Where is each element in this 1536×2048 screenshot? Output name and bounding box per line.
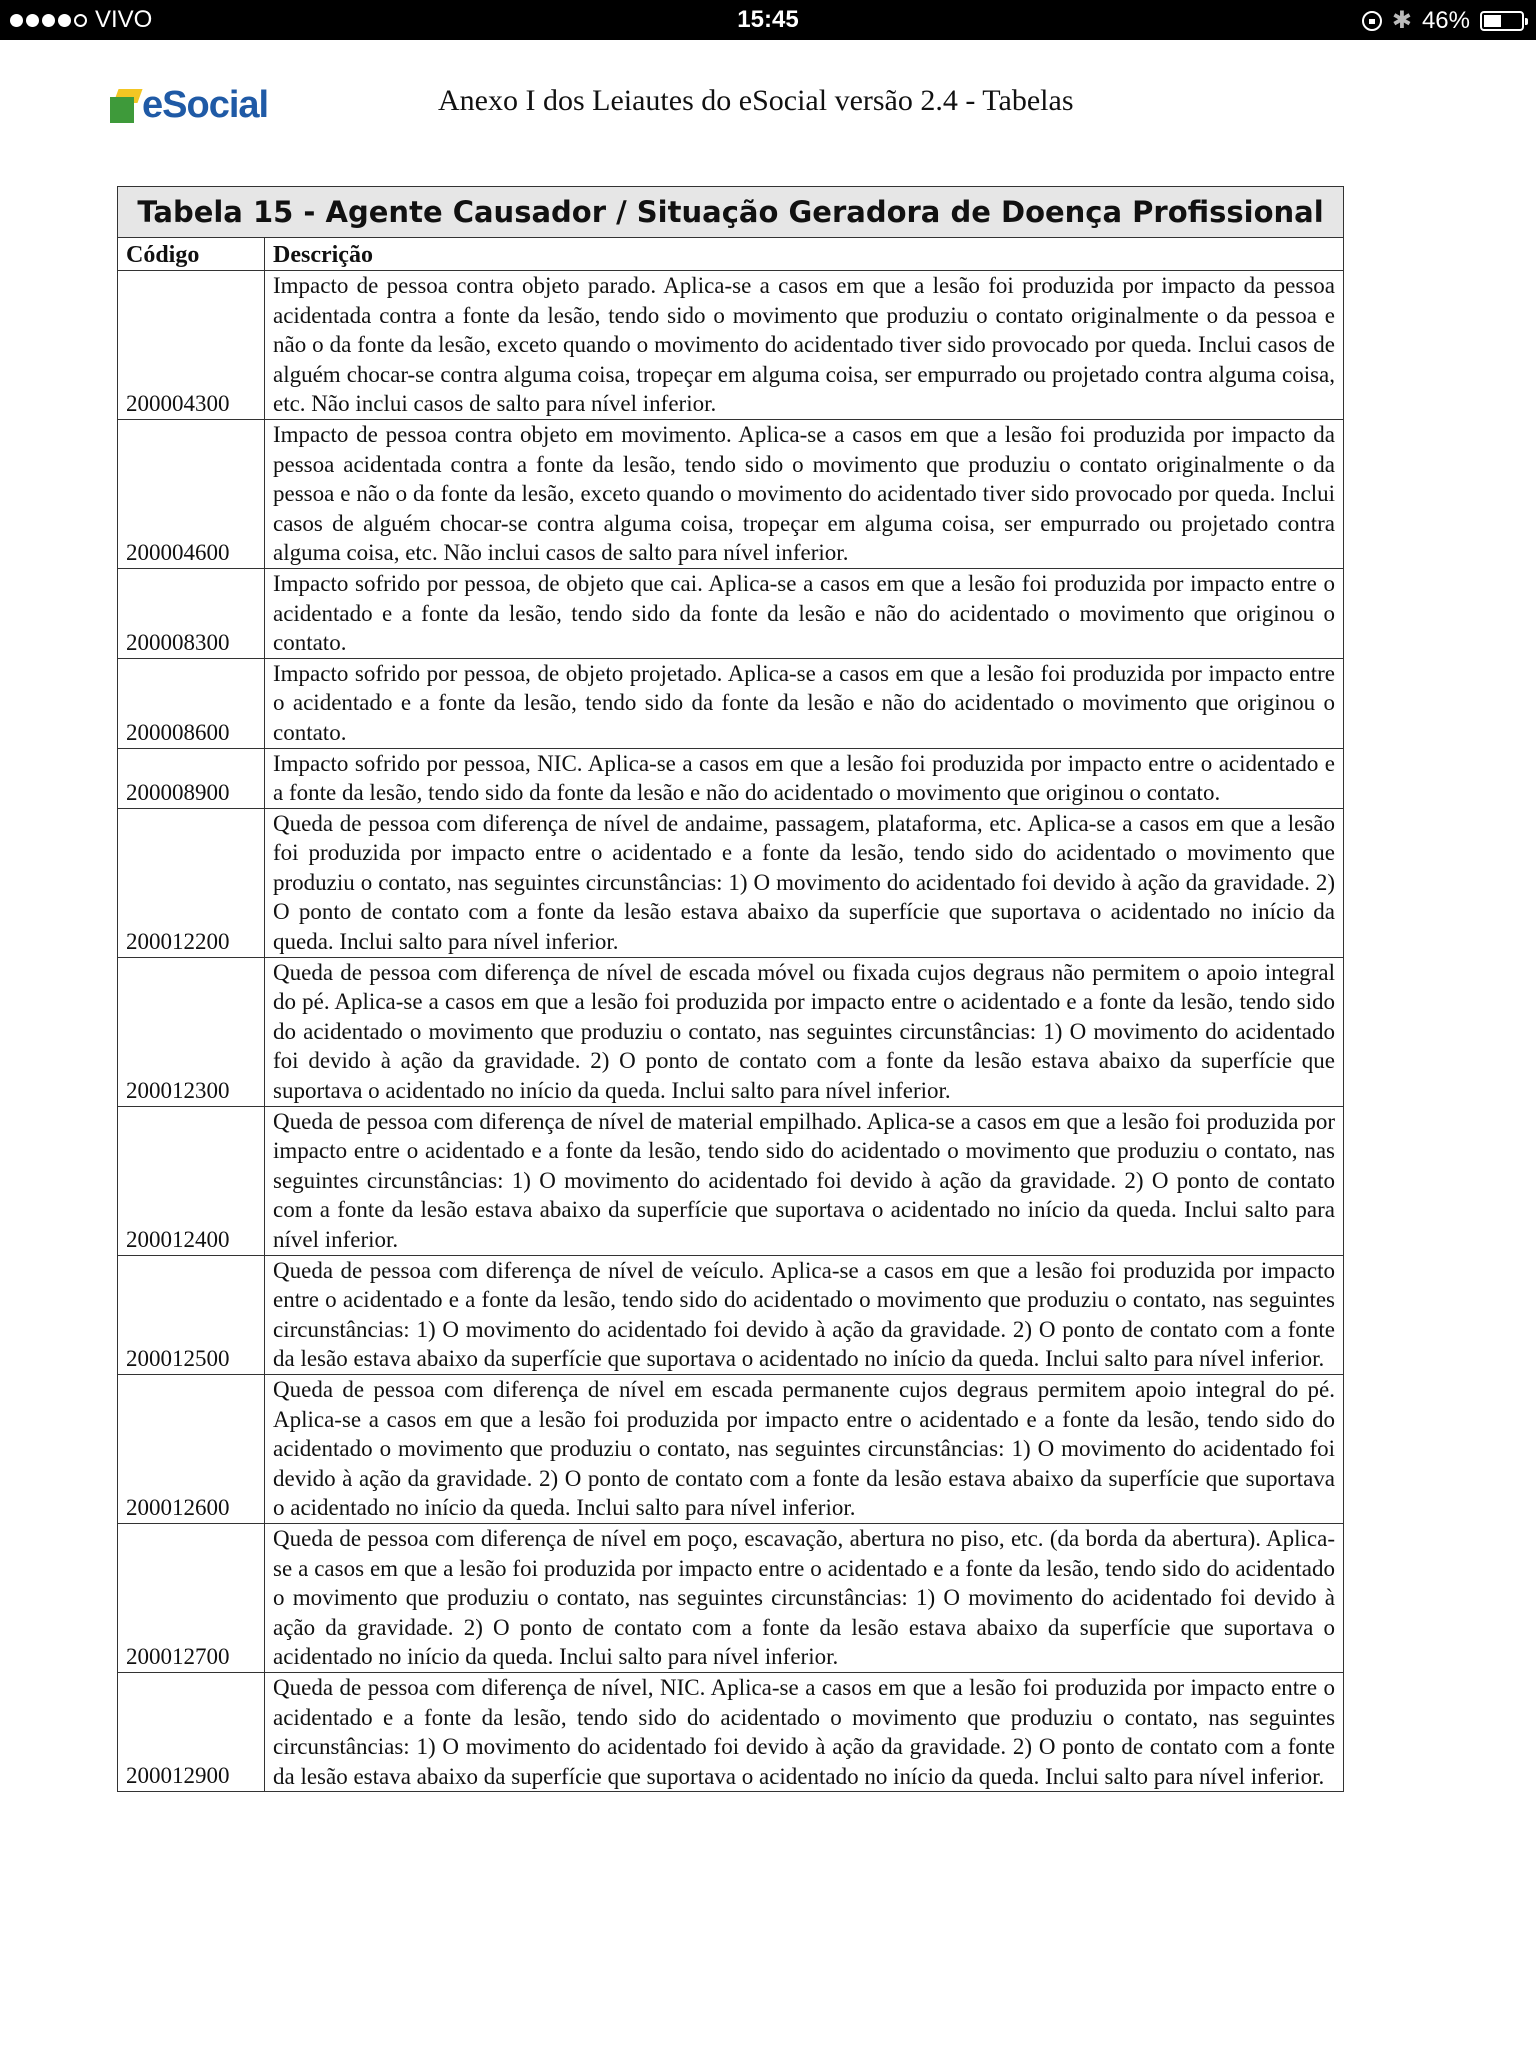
battery-percent: 46% — [1421, 6, 1470, 34]
carrier-label: VIVO — [95, 6, 153, 33]
table-row — [118, 1255, 1344, 1374]
table-row — [118, 1523, 1344, 1672]
description-cell: Queda de pessoa com diferença de nível, NIC. Aplica-se a casos em que a lesão foi produzida por impacto entre o acidentado e a fonte da lesão, tendo sido do acidentado o movimento que produziu o contato, nas seguintes circunstâncias: 1) O movimento do acidentado foi devido à ação da gravidade. 2) O ponto de contato com a fonte da lesão estava abaixo da superfície que suportava o acidentado no início da queda. Inclui salto para nível inferior. — [265, 1672, 1344, 1791]
rotation-lock-icon — [1362, 11, 1382, 31]
code-cell: 200012600 — [118, 1374, 265, 1523]
code-cell: 200004300 — [118, 271, 265, 420]
description-cell: Impacto sofrido por pessoa, de objeto projetado. Aplica-se a casos em que a lesão foi produzida por impacto entre o acidentado e a fonte da lesão, tendo sido da fonte da lesão e não do acidentado o movimento que originou o contato. — [265, 658, 1344, 748]
table-row — [118, 419, 1344, 568]
document-title: Anexo I dos Leiautes do eSocial versão 2.4 - Tabelas — [438, 84, 1074, 117]
code-cell: 200012300 — [118, 957, 265, 1106]
description-cell: Queda de pessoa com diferença de nível em escada permanente cujos degraus permitem apoio integral do pé. Aplica-se a casos em que a lesão foi produzida por impacto entre o acidentado e a fonte da lesão, tendo sido do acidentado o movimento que produziu o contato, nas seguintes circunstâncias: 1) O movimento do acidentado foi devido à ação da gravidade. 2) O ponto de contato com a fonte da lesão estava abaixo da superfície que suportava o acidentado no início da queda. Inclui salto para nível inferior. — [265, 1374, 1344, 1523]
description-cell: Queda de pessoa com diferença de nível de escada móvel ou fixada cujos degraus não permitem o apoio integral do pé. Aplica-se a casos em que a lesão foi produzida por impacto entre o acidentado e a fonte da lesão, tendo sido do acidentado o movimento que produziu o contato, nas seguintes circunstâncias: 1) O movimento do acidentado foi devido à ação da gravidade. 2) O ponto de contato com a fonte da lesão estava abaixo da superfície que suportava o acidentado no início da queda. Inclui salto para nível inferior. — [265, 957, 1344, 1106]
code-cell: 200012400 — [118, 1106, 265, 1255]
esocial-logo — [110, 84, 268, 127]
description-cell: Queda de pessoa com diferença de nível em poço, escavação, abertura no piso, etc. (da borda da abertura). Aplica-se a casos em que a lesão foi produzida por impacto entre o acidentado e a fonte da lesão, tendo sido do acidentado o movimento que produziu o contato, nas seguintes circunstâncias: 1) O movimento do acidentado foi devido à ação da gravidade. 2) O ponto de contato com a fonte da lesão estava abaixo da superfície que suportava o acidentado no início da queda. Inclui salto para nível inferior. — [265, 1523, 1344, 1672]
code-cell: 200008300 — [118, 568, 265, 658]
description-cell: Impacto de pessoa contra objeto parado. Aplica-se a casos em que a lesão foi produzida por impacto da pessoa acidentada contra a fonte da lesão, tendo sido o movimento que produziu o contato originalmente o da pessoa e não o da fonte da lesão, exceto quando o movimento do acidentado tiver sido provocado por queda. Inclui casos de alguém chocar-se contra alguma coisa, tropeçar em alguma coisa, ser empurrado ou projetado contra alguma coisa, etc. Não inclui casos de salto para nível inferior. — [265, 271, 1344, 420]
column-header-description: Descrição — [265, 238, 1344, 271]
description-cell: Queda de pessoa com diferença de nível de veículo. Aplica-se a casos em que a lesão foi produzida por impacto entre o acidentado e a fonte da lesão, tendo sido do acidentado o movimento que produziu o contato, nas seguintes circunstâncias: 1) O movimento do acidentado foi devido à ação da gravidade. 2) O ponto de contato com a fonte da lesão estava abaixo da superfície que suportava o acidentado no início da queda. Inclui salto para nível inferior. — [265, 1255, 1344, 1374]
bluetooth-icon: ✱ — [1391, 7, 1412, 34]
document-header — [0, 40, 1536, 180]
description-cell: Queda de pessoa com diferença de nível de andaime, passagem, plataforma, etc. Aplica-se a casos em que a lesão foi produzida por impacto entre o acidentado e a fonte da lesão, tendo sido do acidentado o movimento que produziu o contato, nas seguintes circunstâncias: 1) O movimento do acidentado foi devido à ação da gravidade. 2) O ponto de contato com a fonte da lesão estava abaixo da superfície que suportava o acidentado no início da queda. Inclui salto para nível inferior. — [265, 808, 1344, 957]
table-title: Tabela 15 - Agente Causador / Situação Geradora de Doença Profissional — [118, 187, 1344, 238]
table-row — [118, 568, 1344, 658]
table-row — [118, 658, 1344, 748]
code-cell: 200004600 — [118, 419, 265, 568]
esocial-logo-mark-icon — [110, 89, 140, 123]
table-row — [118, 1374, 1344, 1523]
status-indicators — [1362, 6, 1524, 35]
code-cell: 200012500 — [118, 1255, 265, 1374]
agent-table — [117, 186, 1344, 1792]
battery-icon — [1480, 11, 1524, 31]
table-row — [118, 1106, 1344, 1255]
description-cell: Impacto sofrido por pessoa, NIC. Aplica-se a casos em que a lesão foi produzida por impacto entre o acidentado e a fonte da lesão, tendo sido da fonte da lesão e não do acidentado o movimento que originou o contato. — [265, 748, 1344, 808]
description-cell: Impacto de pessoa contra objeto em movimento. Aplica-se a casos em que a lesão foi produzida por impacto da pessoa acidentada contra a fonte da lesão, tendo sido o movimento que produziu o contato originalmente o da pessoa e não o da fonte da lesão, exceto quando o movimento do acidentado tiver sido provocado por queda. Inclui casos de alguém chocar-se contra alguma coisa, tropeçar em alguma coisa, ser empurrado ou projetado contra alguma coisa, etc. Não inclui casos de salto para nível inferior. — [265, 419, 1344, 568]
code-cell: 200012700 — [118, 1523, 265, 1672]
table-row — [118, 271, 1344, 420]
code-cell: 200012200 — [118, 808, 265, 957]
table-container — [117, 186, 1343, 1792]
description-cell: Queda de pessoa com diferença de nível de material empilhado. Aplica-se a casos em que a lesão foi produzida por impacto entre o acidentado e a fonte da lesão, tendo sido do acidentado o movimento que produziu o contato, nas seguintes circunstâncias: 1) O movimento do acidentado foi devido à ação da gravidade. 2) O ponto de contato com a fonte da lesão estava abaixo da superfície que suportava o acidentado no início da queda. Inclui salto para nível inferior. — [265, 1106, 1344, 1255]
description-cell: Impacto sofrido por pessoa, de objeto que cai. Aplica-se a casos em que a lesão foi produzida por impacto entre o acidentado e a fonte da lesão, tendo sido da fonte da lesão e não do acidentado o movimento que originou o contato. — [265, 568, 1344, 658]
table-body — [118, 271, 1344, 1792]
logo-text: eSocial — [142, 84, 269, 126]
table-row — [118, 1672, 1344, 1791]
column-header-code: Código — [118, 238, 265, 271]
clock: 15:45 — [737, 6, 799, 33]
table-row — [118, 748, 1344, 808]
code-cell: 200012900 — [118, 1672, 265, 1791]
table-row — [118, 808, 1344, 957]
table-row — [118, 957, 1344, 1106]
code-cell: 200008600 — [118, 658, 265, 748]
status-bar — [0, 0, 1536, 40]
code-cell: 200008900 — [118, 748, 265, 808]
